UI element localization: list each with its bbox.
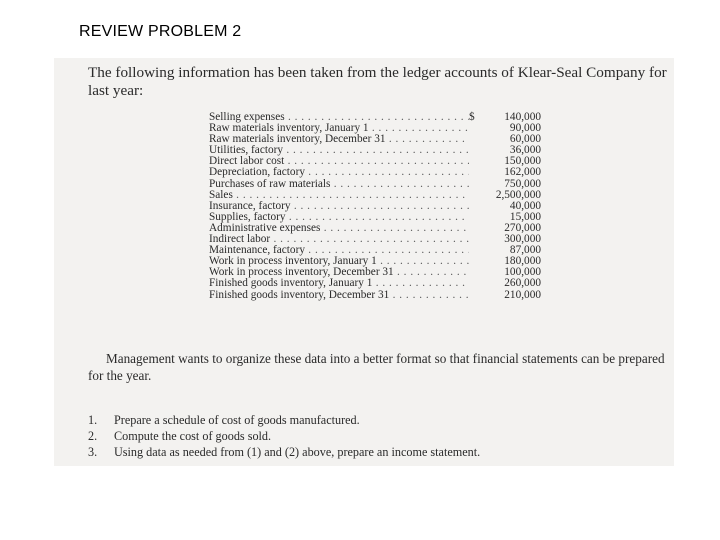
ledger-label: Direct labor cost . . . [209,156,469,167]
ledger-value: 270,000 [504,221,541,234]
ledger-value: 87,000 [509,244,541,257]
ledger-row [209,278,549,289]
ledger-label: Administrative expenses . . . [209,223,469,234]
ledger-row [209,145,549,156]
task-number: 3. [88,445,98,459]
task-item [88,412,648,428]
ledger-row [209,167,549,178]
task-item [88,444,648,460]
ledger-label: Work in process inventory, January 1 . . . [209,256,469,267]
ledger-row [209,201,549,212]
ledger-value: 15,000 [509,210,541,223]
ledger-row [209,212,549,223]
ledger-value: 300,000 [504,233,541,246]
ledger-value: 180,000 [504,255,541,268]
ledger-label: Insurance, factory . . . [209,201,469,212]
ledger-value: 90,000 [509,122,541,135]
ledger-value: 750,000 [504,177,541,190]
ledger-row [209,290,549,301]
management-paragraph: Management wants to organize these data into a better format so that financial statements can be prepared for the year. [88,351,665,383]
ledger-label: Selling expenses . . . [209,112,469,123]
ledger-label: Indirect labor . . . [209,234,469,245]
ledger-label: Purchases of raw materials . . . [209,179,469,190]
task-number: 2. [88,429,98,443]
ledger-row [209,267,549,278]
ledger-label: Finished goods inventory, January 1 . . . [209,278,469,289]
ledger-row [209,134,549,145]
slide-title: REVIEW PROBLEM 2 [79,23,242,40]
ledger-value: 40,000 [509,199,541,212]
ledger-value: 162,000 [504,166,541,179]
task-number: 1. [88,413,98,427]
ledger-row [209,156,549,167]
ledger-row [209,190,549,201]
ledger-row [209,112,549,123]
problem-scan [54,58,674,466]
ledger-label: Finished goods inventory, December 31 . . . [209,290,469,301]
ledger-value: 60,000 [509,133,541,146]
ledger-value: 260,000 [504,277,541,290]
ledger-value: 2,500,000 [495,188,541,201]
ledger-value: 210,000 [504,288,541,301]
ledger-table [209,112,549,301]
ledger-row [209,223,549,234]
ledger-value: 100,000 [504,266,541,279]
ledger-row [209,234,549,245]
ledger-row [209,179,549,190]
task-list [88,412,648,460]
ledger-value: 140,000 [504,111,541,123]
ledger-label: Raw materials inventory, January 1 . . . [209,123,469,134]
ledger-label: Maintenance, factory . . . [209,245,469,256]
ledger-row [209,123,549,134]
ledger-row [209,245,549,256]
ledger-row [209,256,549,267]
task-text: Compute the cost of goods sold. [114,429,272,443]
ledger-label: Raw materials inventory, December 31 . . . [209,134,469,145]
ledger-label: Depreciation, factory . . . [209,167,469,178]
ledger-label: Utilities, factory . . . [209,145,469,156]
ledger-label: Supplies, factory . . . [209,212,469,223]
ledger-label: Work in process inventory, December 31 . . . [209,267,469,278]
task-item [88,428,648,444]
ledger-value: 36,000 [509,144,541,157]
task-text: Using data as needed from (1) and (2) above, prepare an income statement. [114,445,481,459]
intro-paragraph: The following information has been taken from the ledger accounts of Klear-Seal Company for last year: [88,64,667,99]
ledger-label: Sales . . . [209,190,469,201]
task-text: Prepare a schedule of cost of goods manufactured. [114,413,360,427]
currency-symbol: $ [469,111,475,123]
ledger-value: 150,000 [504,155,541,168]
